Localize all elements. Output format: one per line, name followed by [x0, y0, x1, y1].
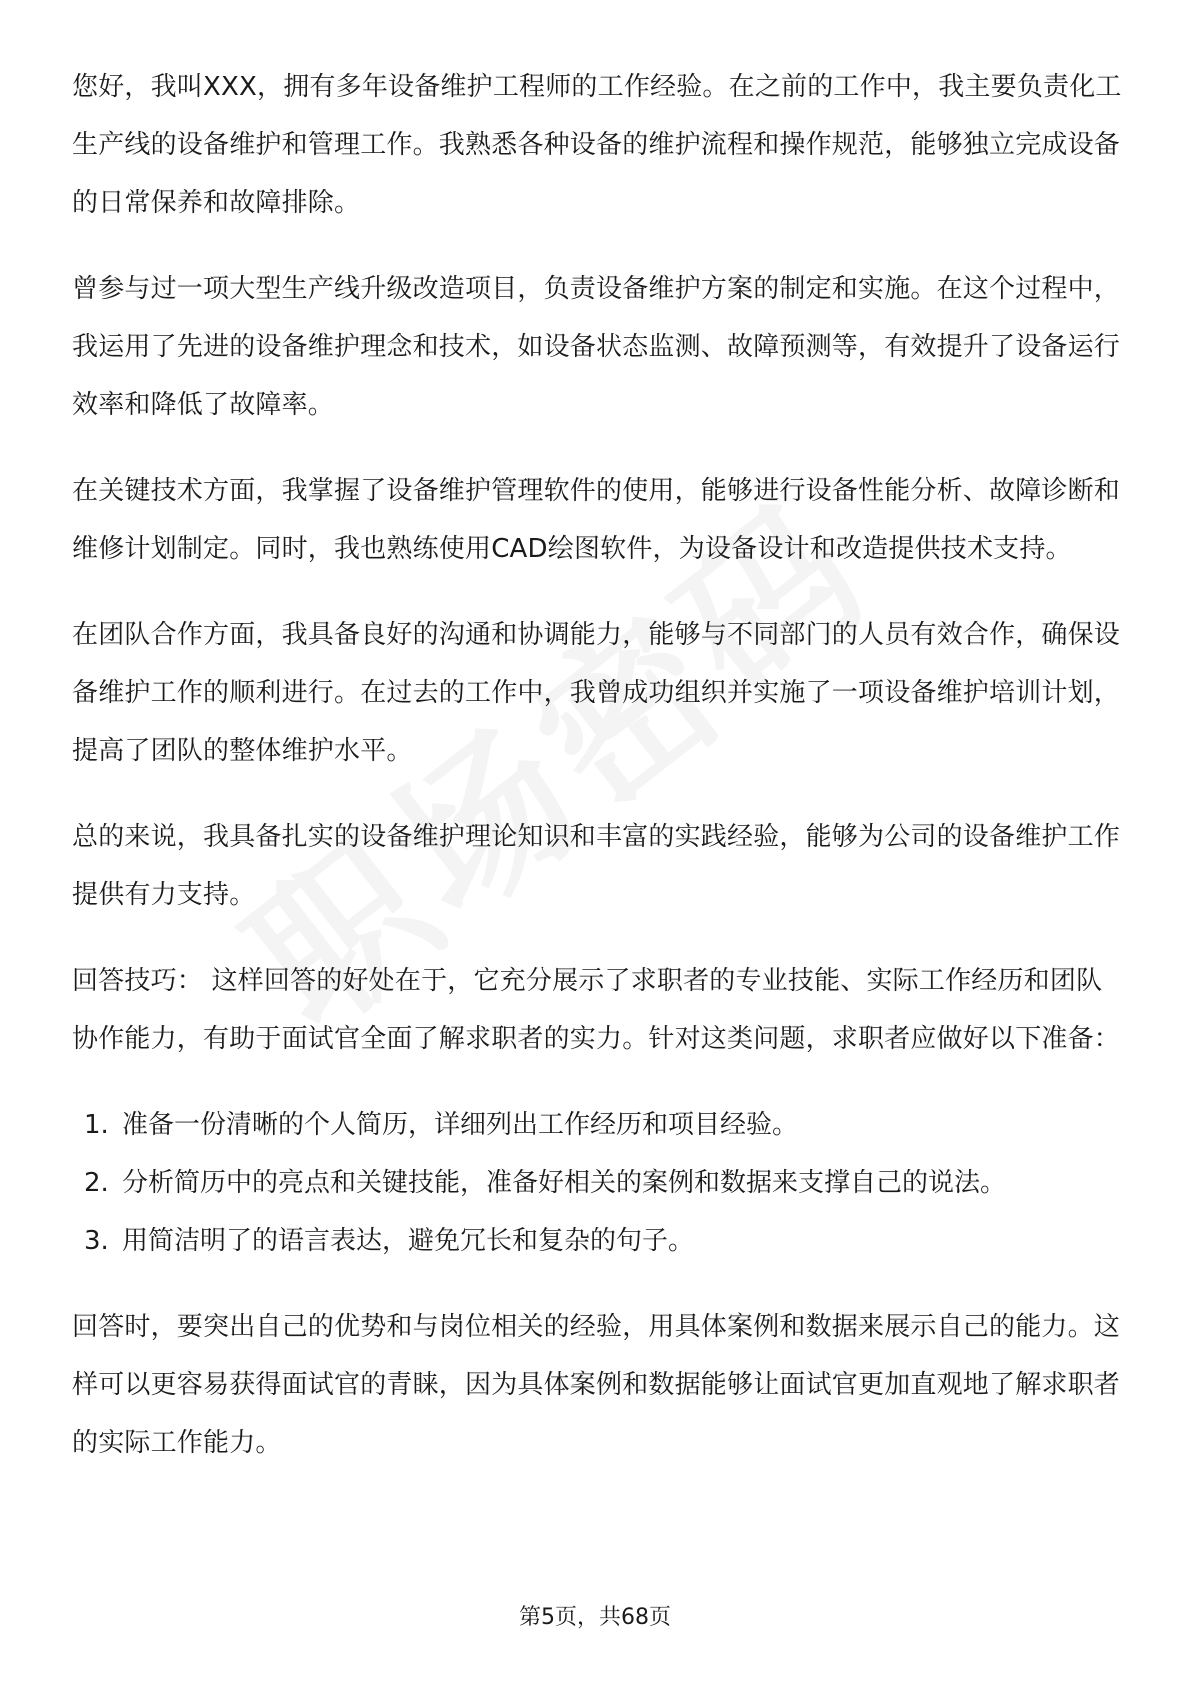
list-item — [72, 1212, 1122, 1270]
list-item-text: 用简洁明了的语言表达，避免冗长和复杂的句子。 — [122, 1226, 695, 1256]
page-number-footer: 第5页，共68页 — [519, 1605, 671, 1630]
list-item-number: 1. — [84, 1110, 109, 1140]
list-item — [72, 1154, 1122, 1212]
paragraph-tips: 回答技巧： 这样回答的好处在于，它充分展示了求职者的专业技能、实际工作经历和团队协作能力，有助于面试官全面了解求职者的实力。针对这类问题，求职者应做好以下准备： — [72, 966, 1121, 1054]
paragraph-project: 曾参与过一项大型生产线升级改造项目，负责设备维护方案的制定和实施。在这个过程中，我运用了先进的设备维护理念和技术，如设备状态监测、故障预测等，有效提升了设备运行效率和降低了故障率。 — [72, 274, 1121, 420]
list-item-text: 准备一份清晰的个人简历，详细列出工作经历和项目经验。 — [122, 1110, 799, 1140]
document-body — [72, 58, 1122, 1472]
paragraph-intro: 您好，我叫XXX，拥有多年设备维护工程师的工作经验。在之前的工作中，我主要负责化工生产线的设备维护和管理工作。我熟悉各种设备的维护流程和操作规范，能够独立完成设备的日常保养和故障排除。 — [72, 72, 1122, 218]
list-item — [72, 1096, 1122, 1154]
preparation-list — [72, 1096, 1122, 1270]
paragraph-summary: 总的来说，我具备扎实的设备维护理论知识和丰富的实践经验，能够为公司的设备维护工作提供有力支持。 — [72, 822, 1121, 910]
paragraph-closing: 回答时，要突出自己的优势和与岗位相关的经验，用具体案例和数据来展示自己的能力。这样可以更容易获得面试官的青睐，因为具体案例和数据能够让面试官更加直观地了解求职者的实际工作能力。 — [72, 1312, 1121, 1458]
paragraph-skills: 在关键技术方面，我掌握了设备维护管理软件的使用，能够进行设备性能分析、故障诊断和维修计划制定。同时，我也熟练使用CAD绘图软件，为设备设计和改造提供技术支持。 — [72, 476, 1121, 564]
paragraph-teamwork: 在团队合作方面，我具备良好的沟通和协调能力，能够与不同部门的人员有效合作，确保设备维护工作的顺利进行。在过去的工作中，我曾成功组织并实施了一项设备维护培训计划，提高了团队的整体维护水平。 — [72, 620, 1121, 766]
list-item-number: 2. — [84, 1168, 109, 1198]
list-item-number: 3. — [84, 1226, 109, 1256]
list-item-text: 分析简历中的亮点和关键技能，准备好相关的案例和数据来支撑自己的说法。 — [122, 1168, 1007, 1198]
